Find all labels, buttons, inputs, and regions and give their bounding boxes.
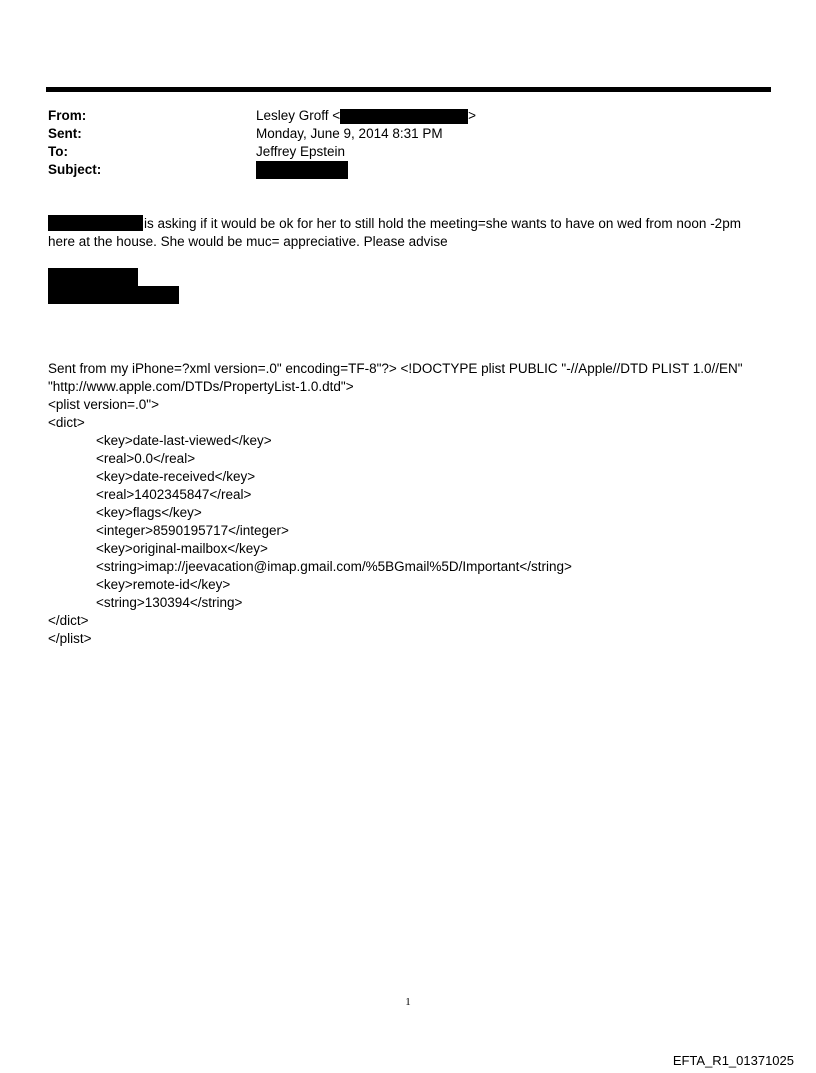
redaction-subject	[256, 161, 348, 179]
plist-line: <string>imap://jeevacation@imap.gmail.com/%5BGmail%5D/Important</string>	[96, 559, 572, 574]
plist-line: <plist version=.0">	[48, 397, 159, 412]
plist-line: <real>0.0</real>	[96, 451, 196, 466]
plist-line: </dict>	[48, 613, 89, 628]
plist-line: <real>1402345847</real>	[96, 487, 252, 502]
redaction-name	[48, 215, 143, 231]
plist-line: <key>flags</key>	[96, 505, 202, 520]
document-id: EFTA_R1_01371025	[672, 1053, 794, 1068]
message-line-1: is asking if it would be ok for her to still hold the meeting=she wants to have on wed from noon -2pm	[144, 216, 741, 231]
to-value: Jeffrey Epstein	[256, 144, 346, 159]
to-label: To:	[48, 144, 68, 159]
plist-line: Sent from my iPhone=?xml version=.0" encoding=TF-8"?> <!DOCTYPE plist PUBLIC "-//Apple//DTD PLIST 1.0//EN"	[48, 361, 743, 376]
message-line-2: here at the house. She would be muc= appreciative. Please advise	[48, 234, 448, 249]
plist-line: <integer>8590195717</integer>	[96, 523, 289, 538]
header-rule	[46, 87, 771, 92]
from-label: From:	[48, 108, 87, 123]
sent-value: Monday, June 9, 2014 8:31 PM	[256, 126, 443, 141]
plist-line: <dict>	[48, 415, 85, 430]
plist-line: <key>date-last-viewed</key>	[96, 433, 272, 448]
redaction-signature-1	[48, 268, 138, 286]
plist-line: <key>original-mailbox</key>	[96, 541, 268, 556]
plist-line: "http://www.apple.com/DTDs/PropertyList-1.0.dtd">	[48, 379, 354, 394]
subject-label: Subject:	[48, 162, 102, 177]
from-close: >	[468, 108, 477, 123]
redaction-email	[340, 109, 468, 124]
from-value	[256, 107, 476, 125]
from-name: Lesley Groff <	[256, 108, 341, 123]
redaction-signature-2	[48, 286, 179, 304]
sent-label: Sent:	[48, 126, 82, 141]
plist-line: <key>remote-id</key>	[96, 577, 231, 592]
plist-line: <key>date-received</key>	[96, 469, 256, 484]
plist-line: <string>130394</string>	[96, 595, 243, 610]
plist-line: </plist>	[48, 631, 92, 646]
page-number: 1	[405, 996, 411, 1008]
